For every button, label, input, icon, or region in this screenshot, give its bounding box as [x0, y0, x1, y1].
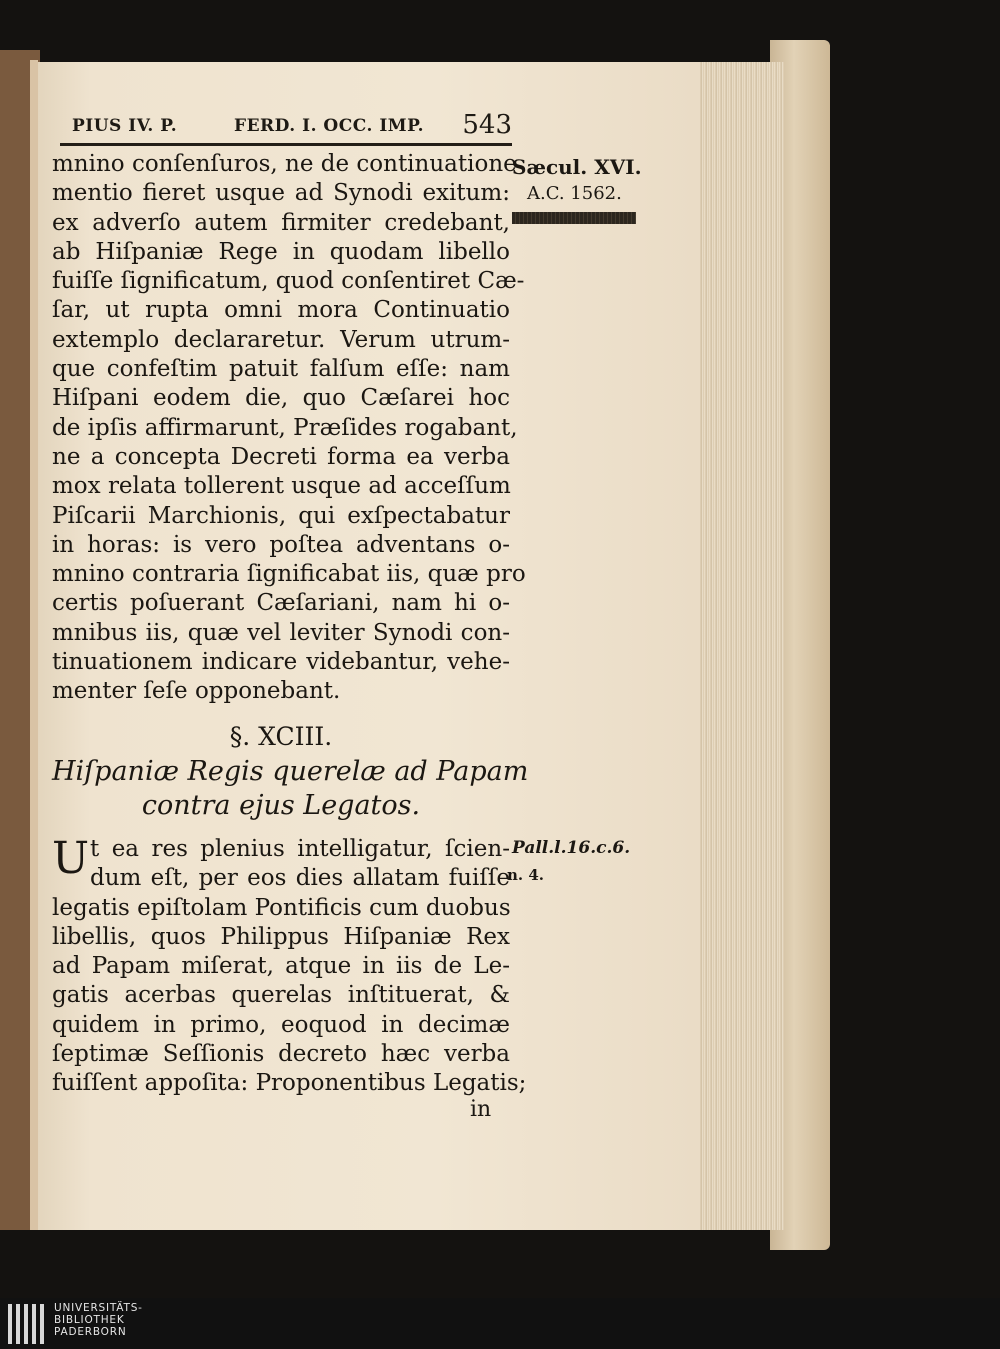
- text-line: mnibus iis, quæ vel leviter Synodi con-: [52, 619, 510, 646]
- margin-note-rule: [512, 212, 636, 224]
- text-line: mox relata tollerent usque ad acceſſum: [52, 473, 511, 500]
- text-line: libellis, quos Philippus Hiſpaniæ Rex: [52, 923, 510, 950]
- drop-cap: U: [52, 833, 90, 884]
- library-footer: [0, 1298, 1000, 1349]
- paragraph-1: [52, 150, 526, 707]
- margin-note-number: n. 4.: [507, 866, 545, 884]
- header-rule: [60, 143, 512, 146]
- section-number: §. XCIII.: [229, 722, 333, 751]
- text-line: mentio fieret usque ad Synodi exitum:: [52, 180, 510, 207]
- text-line: fuiſſent appoſita: Proponentibus Legatis;: [52, 1070, 527, 1097]
- section-title-line: Hiſpaniæ Regis querelæ ad Papam: [52, 756, 529, 787]
- text-line: in horas: is vero poſtea adventans o-: [52, 531, 510, 558]
- text-line: ſeptimæ Seſſionis decreto hæc verba: [52, 1041, 510, 1068]
- library-name-line: PADERBORN: [54, 1326, 127, 1338]
- text-line: certis poſuerant Cæſariani, nam hi o-: [52, 590, 510, 617]
- catchword: in: [470, 1097, 492, 1122]
- text-line: ſar, ut rupta omni mora Continuatio: [52, 297, 510, 324]
- text-line: mnino contraria ſignificabat iis, quæ pro: [52, 561, 526, 588]
- text-line: ad Papam miſerat, atque in iis de Le-: [52, 953, 510, 980]
- text-line: quidem in primo, eoquod in decimæ: [52, 1011, 510, 1038]
- margin-note-year: A.C. 1562.: [527, 183, 622, 204]
- library-name-line: UNIVERSITÄTS-: [54, 1302, 143, 1314]
- text-line: tinuationem indicare videbantur, vehe-: [52, 649, 510, 676]
- library-logo-icon: [8, 1304, 44, 1344]
- text-line: dum eſt, per eos dies allatam fuiſſe: [90, 865, 510, 892]
- text-line: ne a concepta Decreti forma ea verba: [52, 443, 510, 470]
- text-line: ex adverſo autem firmiter credebant,: [52, 209, 510, 236]
- header-emperor: FERD. I. OCC. IMP.: [234, 116, 424, 136]
- page-stack-edges: [698, 62, 784, 1230]
- text-line: ab Hiſpaniæ Rege in quodam libello: [52, 238, 510, 265]
- library-name-line: BIBLIOTHEK: [54, 1314, 125, 1326]
- text-line: legatis epiſtolam Pontificis cum duobus: [52, 894, 511, 921]
- text-line: de ipſis affirmarunt, Præſides rogabant,: [52, 414, 518, 441]
- text-line: Hiſpani eodem die, quo Cæſarei hoc: [52, 385, 510, 412]
- text-line: extemplo declararetur. Verum utrum-: [52, 326, 510, 353]
- text-line: fuiſſe ſignificatum, quod conſentiret Cæ-: [52, 268, 525, 295]
- text-line: mnino conſenſuros, ne de continuatione: [52, 151, 517, 177]
- text-line: Piſcarii Marchionis, qui exſpectabatur: [52, 502, 510, 529]
- text-line: t ea res plenius intelligatur, ſcien-: [90, 836, 510, 862]
- text-line: gatis acerbas querelas inſtituerat, &: [52, 982, 510, 1009]
- running-header: [72, 110, 512, 140]
- header-pope: PIUS IV. P.: [72, 116, 178, 136]
- section-title: [52, 755, 529, 823]
- library-name: [54, 1302, 143, 1338]
- margin-note-saeculum: Sæcul. XVI.: [512, 155, 642, 179]
- text-line: que confeſtim patuit falſum eſſe: nam: [52, 356, 510, 383]
- section-title-line: contra ejus Legatos.: [141, 790, 421, 821]
- margin-note-reference: Pall.l.16.c.6.: [512, 838, 631, 858]
- page-number: 543: [462, 110, 512, 140]
- previous-page-edge: [30, 60, 38, 1230]
- text-line: menter ſeſe opponebant.: [52, 678, 341, 705]
